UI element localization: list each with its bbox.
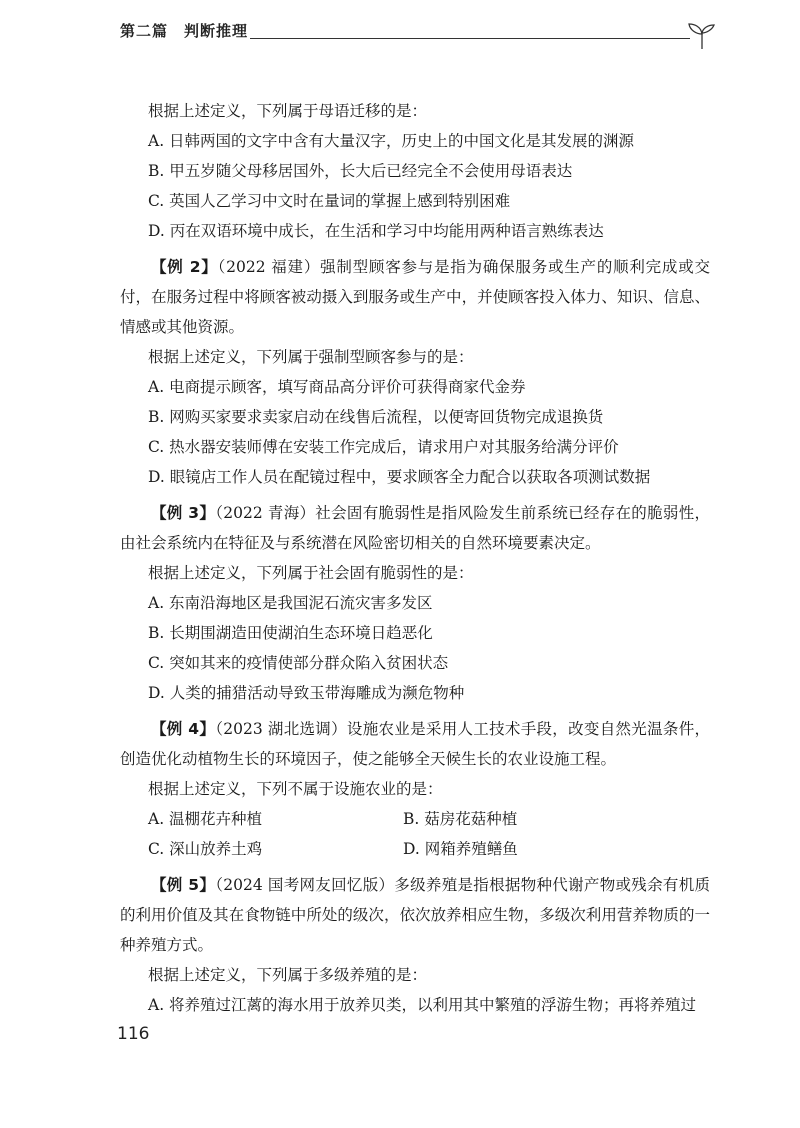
sprout-icon bbox=[686, 22, 718, 50]
chapter-title: 第二篇 判断推理 bbox=[120, 22, 249, 40]
page-header bbox=[120, 20, 720, 56]
example-label: 【例 3】 bbox=[151, 504, 216, 522]
question-text: 根据上述定义，下列属于多级养殖的是： bbox=[148, 966, 428, 984]
option-b: B. 菇房花菇种植 bbox=[403, 810, 518, 828]
option-a: A. 东南沿海地区是我国泥石流灾害多发区 bbox=[148, 594, 433, 612]
question-text: 根据上述定义，下列属于母语迁移的是： bbox=[148, 102, 428, 120]
question-text: 根据上述定义，下列属于社会固有脆弱性的是： bbox=[148, 564, 474, 582]
option-c: C. 热水器安装师傅在安装工作完成后，请求用户对其服务给满分评价 bbox=[148, 438, 619, 456]
option-a: A. 日韩两国的文字中含有大量汉字，历史上的中国文化是其发展的渊源 bbox=[148, 132, 635, 150]
page-content bbox=[120, 96, 710, 1020]
option-a: A. 电商提示顾客，填写商品高分评价可获得商家代金券 bbox=[148, 378, 526, 396]
question-text: 根据上述定义，下列不属于设施农业的是： bbox=[148, 780, 443, 798]
option-d: D. 眼镜店工作人员在配镜过程中，要求顾客全力配合以获取各项测试数据 bbox=[148, 468, 651, 486]
option-d: D. 人类的捕猎活动导致玉带海雕成为濒危物种 bbox=[148, 684, 465, 702]
option-c: C. 深山放养土鸡 bbox=[148, 840, 263, 858]
header-rule bbox=[250, 38, 690, 39]
example-4-definition: 【例 4】（2023 湖北选调）设施农业是采用人工技术手段，改变自然光温条件，创造优化动植物生长的环境因子，使之能够全天候生长的农业设施工程。 bbox=[120, 720, 710, 768]
example-label: 【例 5】 bbox=[151, 876, 216, 894]
option-a: A. 将养殖过江蓠的海水用于放养贝类，以利用其中繁殖的浮游生物；再将养殖过 bbox=[148, 996, 697, 1014]
example-2-definition: 【例 2】（2022 福建）强制型顾客参与是指为确保服务或生产的顺利完成或交付，在服务过程中将顾客被动摄入到服务或生产中，并使顾客投入体力、知识、信息、情感或其他资源。 bbox=[120, 258, 710, 336]
example-label: 【例 4】 bbox=[151, 720, 216, 738]
example-3-definition: 【例 3】（2022 青海）社会固有脆弱性是指风险发生前系统已经存在的脆弱性，由社会系统内在特征及与系统潜在风险密切相关的自然环境要素决定。 bbox=[120, 504, 710, 552]
example-label: 【例 2】 bbox=[151, 258, 218, 276]
question-text: 根据上述定义，下列属于强制型顾客参与的是： bbox=[148, 348, 474, 366]
example-5-definition: 【例 5】（2024 国考网友回忆版）多级养殖是指根据物种代谢产物或残余有机质的利用价值及其在食物链中所处的级次，依次放养相应生物，多级次利用营养物质的一种养殖方式。 bbox=[120, 876, 710, 954]
option-d: D. 丙在双语环境中成长，在生活和学习中均能用两种语言熟练表达 bbox=[148, 222, 604, 240]
option-d: D. 网箱养殖鳝鱼 bbox=[403, 840, 518, 858]
option-b: B. 网购买家要求卖家启动在线售后流程，以便寄回货物完成退换货 bbox=[148, 408, 604, 426]
option-a: A. 温棚花卉种植 bbox=[148, 810, 263, 828]
option-c: C. 突如其来的疫情使部分群众陷入贫困状态 bbox=[148, 654, 449, 672]
page-number: 116 bbox=[117, 1024, 150, 1044]
option-c: C. 英国人乙学习中文时在量词的掌握上感到特别困难 bbox=[148, 192, 511, 210]
options-grid bbox=[120, 804, 710, 864]
option-b: B. 长期围湖造田使湖泊生态环境日趋恶化 bbox=[148, 624, 433, 642]
option-b: B. 甲五岁随父母移居国外，长大后已经完全不会使用母语表达 bbox=[148, 162, 573, 180]
